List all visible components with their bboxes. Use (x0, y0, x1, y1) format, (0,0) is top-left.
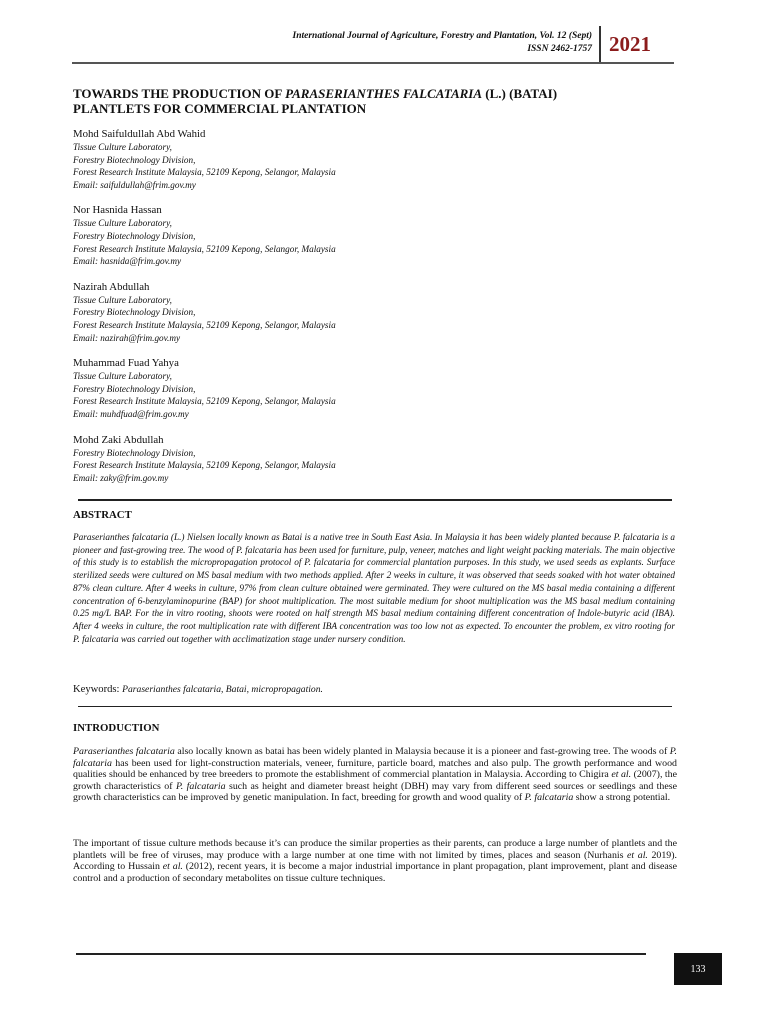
abstract-heading: ABSTRACT (73, 509, 132, 521)
page-number: 133 (674, 953, 722, 985)
author-name: Muhammad Fuad Yahya (73, 357, 179, 370)
citation-etal: et al. (162, 861, 183, 872)
footer-rule (76, 953, 646, 955)
author-name: Nor Hasnida Hassan (73, 204, 162, 217)
species-name: Paraserianthes falcataria (73, 746, 175, 757)
affiliation-line: Forestry Biotechnology Division, (73, 230, 196, 241)
affiliation-line: Tissue Culture Laboratory, (73, 294, 172, 305)
author-email[interactable]: Email: saifuldullah@frim.gov.my (73, 179, 196, 190)
text-run: show a strong potential. (573, 792, 671, 803)
author-email[interactable]: Email: hasnida@frim.gov.my (73, 256, 182, 267)
journal-header (72, 24, 672, 64)
affiliation-line: Forest Research Institute Malaysia, 52109 Kepong, Selangor, Malaysia (73, 167, 336, 178)
abstract-text: Paraserianthes falcataria (L.) Nielsen locally known as Batai is a native tree in South East Asia. In Malaysia it has been widely planted because P. falcataria is a pioneer and fast-growing tree. The wood of P. falcataria has been used for furniture, pulp, veneer, matches and light weight packing materials. The main objective of this study is to establish the micropropagation protocol of P. falcataria for commercial plantation purposes. In this study, we used seeds as explants. Surface sterilized seeds were cultured on MS basal medium with two methods applied. After 2 weeks in culture, it was observed that seeds soaked with hot water obtained 87% clean culture. After 4 weeks in culture, 97% from clean culture obtained were germinated. They were cultured on the MS basal media containing a different concentration of 6-benzylaminopurine (BAP) for shoot multiplication. The most suitable medium for shoot multiplication was the MS basal medium containing 0.25 mg/L BAP. For the in vitro rooting, shoots were rooted on half strength MS basal medium containing different concentration of Indole-butyric acid (IBA). After 4 weeks in culture, the root multiplication rate with different IBA concentration was too low not as expected. To encounter the problem, ex vitro rooting for P. falcataria was carried out together with acclimatization stage under nursery condition. (73, 533, 675, 645)
affiliation-line: Forest Research Institute Malaysia, 52109 Kepong, Selangor, Malaysia (73, 319, 336, 330)
title-line2: PLANTLETS FOR COMMERCIAL PLANTATION (73, 101, 367, 116)
author-name: Mohd Zaki Abdullah (73, 433, 164, 446)
species-name: P. falcataria (524, 792, 574, 803)
text-run: such as height and diameter breast height (DBH) may vary from different seed sources or seedlings and these growth characteristics can be improved by genetic manipulation. In fact, breeding for growth and wood quality of (73, 780, 677, 803)
intro-paragraph-1 (73, 746, 677, 804)
header-rule (72, 62, 674, 64)
citation-etal: et al. (627, 849, 648, 861)
author-block (73, 128, 693, 191)
text-run: has been used for light-construction materials, veneer, furniture, particle board, matches and also pulp. The growth performance and wood qualities should be enhanced by tree breeders to promote the establishment of commercial plantation in Malaysia. According to Chigira (73, 757, 677, 780)
title-part1: TOWARDS THE PRODUCTION OF (73, 86, 286, 101)
author-email[interactable]: Email: nazirah@frim.gov.my (73, 332, 181, 343)
keywords (73, 684, 675, 695)
affiliation-line: Forest Research Institute Malaysia, 52109 Kepong, Selangor, Malaysia (73, 396, 336, 407)
journal-name: International Journal of Agriculture, Forestry and Plantation, Vol. 12 (Sept) (292, 31, 592, 41)
text-run: (2012), recent years, it is become a major industrial importance in plant propagation, plant improvement, plant and disease control and a production of secondary metabolites on tissue culture techniques. (73, 861, 677, 884)
author-email[interactable]: Email: muhdfuad@frim.gov.my (73, 408, 189, 419)
text-run: 2019). According to Hussain (73, 849, 677, 872)
author-name: Nazirah Abdullah (73, 280, 150, 293)
text-run: The important of tissue culture methods because it’s can produce the similar properties as their parents, can produce a large number of plantlets and the plantlets will be free of viruses, may produce with a large number at one time with not limited by times, places and season (Nurhanis (73, 838, 677, 861)
affiliation-line: Forestry Biotechnology Division, (73, 307, 196, 318)
species-name: P. falcataria (73, 746, 677, 769)
author-block (73, 434, 693, 485)
text-run: (2007), the growth characteristics of (73, 769, 677, 792)
author-block (73, 357, 693, 420)
affiliation-line: Forestry Biotechnology Division, (73, 154, 196, 165)
affiliation-line: Forest Research Institute Malaysia, 52109 Kepong, Selangor, Malaysia (73, 243, 336, 254)
affiliation-line: Tissue Culture Laboratory, (73, 218, 172, 229)
journal-year: 2021 (609, 32, 651, 56)
journal-citation (293, 30, 592, 56)
introduction-heading: INTRODUCTION (73, 722, 160, 734)
paper-title (73, 86, 673, 116)
author-list (73, 128, 693, 497)
title-species: PARASERIANTHES FALCATARIA (285, 86, 483, 101)
affiliation-line: Tissue Culture Laboratory, (73, 142, 172, 152)
header-divider (599, 26, 601, 64)
affiliation-line: Forestry Biotechnology Division, (73, 383, 196, 394)
author-block (73, 204, 693, 267)
keywords-value: Paraserianthes falcataria, Batai, micropropagation. (122, 684, 323, 695)
author-email[interactable]: Email: zaky@frim.gov.my (73, 472, 169, 483)
intro-paragraph-2 (73, 838, 677, 884)
author-name: Mohd Saifuldullah Abd Wahid (73, 128, 206, 140)
keywords-label: Keywords: (73, 684, 123, 695)
citation-etal: et al. (611, 769, 632, 780)
journal-issn: ISSN 2462-1757 (527, 44, 592, 54)
title-part2: (L.) (BATAI) (482, 86, 558, 101)
author-block (73, 281, 693, 344)
text-run: also locally known as batai has been widely planted in Malaysia because it is a pioneer and fast-growing tree. The woods of (174, 746, 670, 757)
affiliation-line: Tissue Culture Laboratory, (73, 371, 172, 382)
species-name: P. falcataria (175, 780, 226, 792)
affiliation-line: Forest Research Institute Malaysia, 52109 Kepong, Selangor, Malaysia (73, 460, 336, 471)
section-divider (78, 499, 672, 501)
section-divider (78, 706, 672, 707)
affiliation-line: Forestry Biotechnology Division, (73, 447, 196, 458)
